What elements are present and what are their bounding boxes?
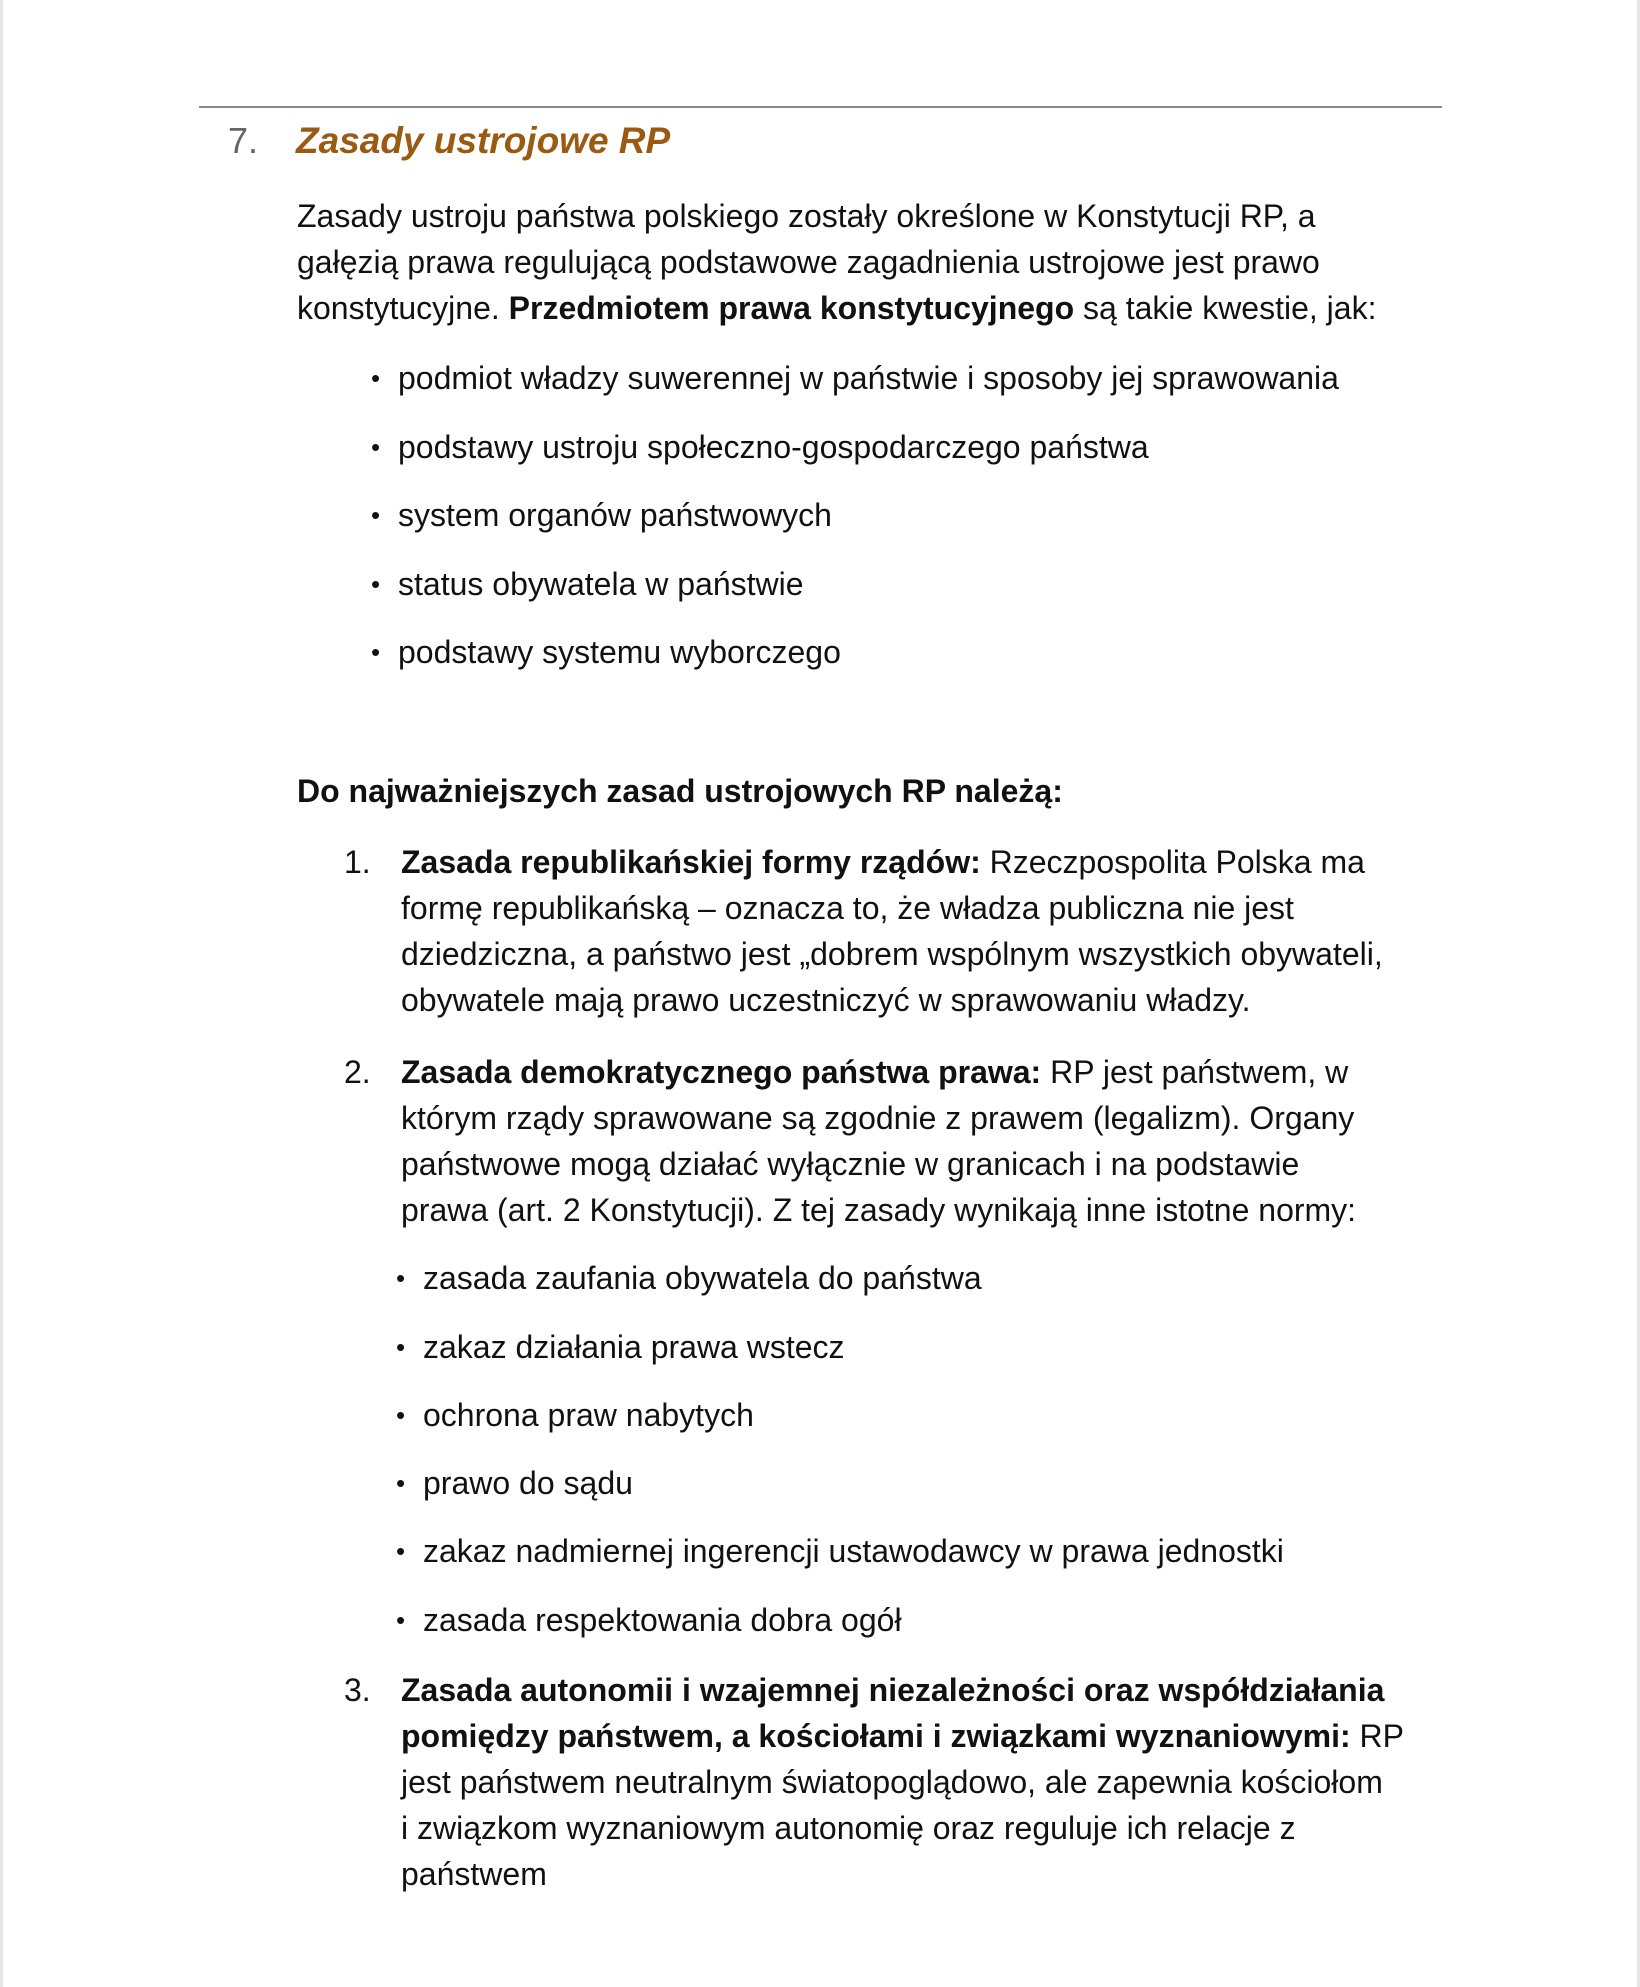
item-text: Rzeczpospolita Polska ma [980,844,1365,880]
item-bold-title-line-2: pomiędzy państwem, a kościołami i związkami wyznaniowymi: [401,1718,1351,1754]
bullet-marker: • [396,1468,406,1498]
section-number: 7. [228,120,259,161]
item-line: państwem [401,1856,547,1892]
item-text: RP [1350,1718,1404,1754]
section-title: Zasady ustrojowe RP [296,120,671,161]
list-item: prawo do sądu [423,1465,633,1501]
bullet-marker: • [396,1605,406,1635]
list-item: status obywatela w państwie [398,566,804,602]
section-divider [199,106,1442,108]
item-line: którym rządy sprawowane są zgodnie z prawem (legalizm). Organy [401,1100,1355,1136]
item-line: jest państwem neutralnym światopoglądowo, ale zapewnia kościołom [401,1764,1383,1800]
item-line: dziedziczna, a państwo jest „dobrem wspólnym wszystkich obywateli, [401,936,1383,972]
item-number: 3. [344,1672,371,1708]
list-item: ochrona praw nabytych [423,1397,754,1433]
list-item: podmiot władzy suwerennej w państwie i sposoby jej sprawowania [398,360,1339,396]
item-bold-title-line-1: Zasada autonomii i wzajemnej niezależności oraz współdziałania [401,1672,1385,1708]
bullet-marker: • [371,432,381,462]
bullet-marker: • [371,637,381,667]
bullet-marker: • [396,1332,406,1362]
intro-line-1: Zasady ustroju państwa polskiego zostały określone w Konstytucji RP, a [297,198,1316,234]
item-line: i związkom wyznaniowym autonomię oraz reguluje ich relacje z [401,1810,1296,1846]
list-item: zakaz nadmiernej ingerencji ustawodawcy w prawa jednostki [423,1533,1284,1569]
item-text: RP jest państwem, w [1041,1054,1349,1090]
intro-bold-phrase: Przedmiotem prawa konstytucyjnego [508,290,1075,326]
page-edge-left [0,0,3,1987]
intro-line-3 [297,285,1447,331]
intro-line-2: gałęzią prawa regulującą podstawowe zagadnienia ustrojowe jest prawo [297,244,1320,280]
item-number: 2. [344,1054,371,1090]
principles-heading: Do najważniejszych zasad ustrojowych RP należą: [297,773,1063,809]
intro-line-3-post: są takie kwestie, jak: [1074,290,1377,326]
list-item: zasada zaufania obywatela do państwa [423,1260,982,1296]
item-first-line [401,839,1365,885]
bullet-marker: • [396,1536,406,1566]
item-number: 1. [344,844,371,880]
list-item: podstawy ustroju społeczno-gospodarczego państwa [398,429,1149,465]
bullet-marker: • [371,569,381,599]
item-first-line [401,1049,1348,1095]
intro-line-3-pre: konstytucyjne. [297,290,509,326]
list-item: podstawy systemu wyborczego [398,634,841,670]
item-bold-title: Zasada republikańskiej formy rządów: [401,844,981,880]
list-item: zakaz działania prawa wstecz [423,1329,845,1365]
item-first-line [401,1713,1404,1759]
item-bold-title: Zasada demokratycznego państwa prawa: [401,1054,1042,1090]
item-line: państwowe mogą działać wyłącznie w granicach i na podstawie [401,1146,1300,1182]
item-line: obywatele mają prawo uczestniczyć w sprawowaniu władzy. [401,982,1251,1018]
list-item: system organów państwowych [398,497,832,533]
bullet-marker: • [371,500,381,530]
list-item: zasada respektowania dobra ogół [423,1602,902,1638]
bullet-marker: • [371,363,381,393]
bullet-marker: • [396,1400,406,1430]
bullet-marker: • [396,1263,406,1293]
item-line: formę republikańską – oznacza to, że władza publiczna nie jest [401,890,1294,926]
item-line: prawa (art. 2 Konstytucji). Z tej zasady wynikają inne istotne normy: [401,1192,1357,1228]
